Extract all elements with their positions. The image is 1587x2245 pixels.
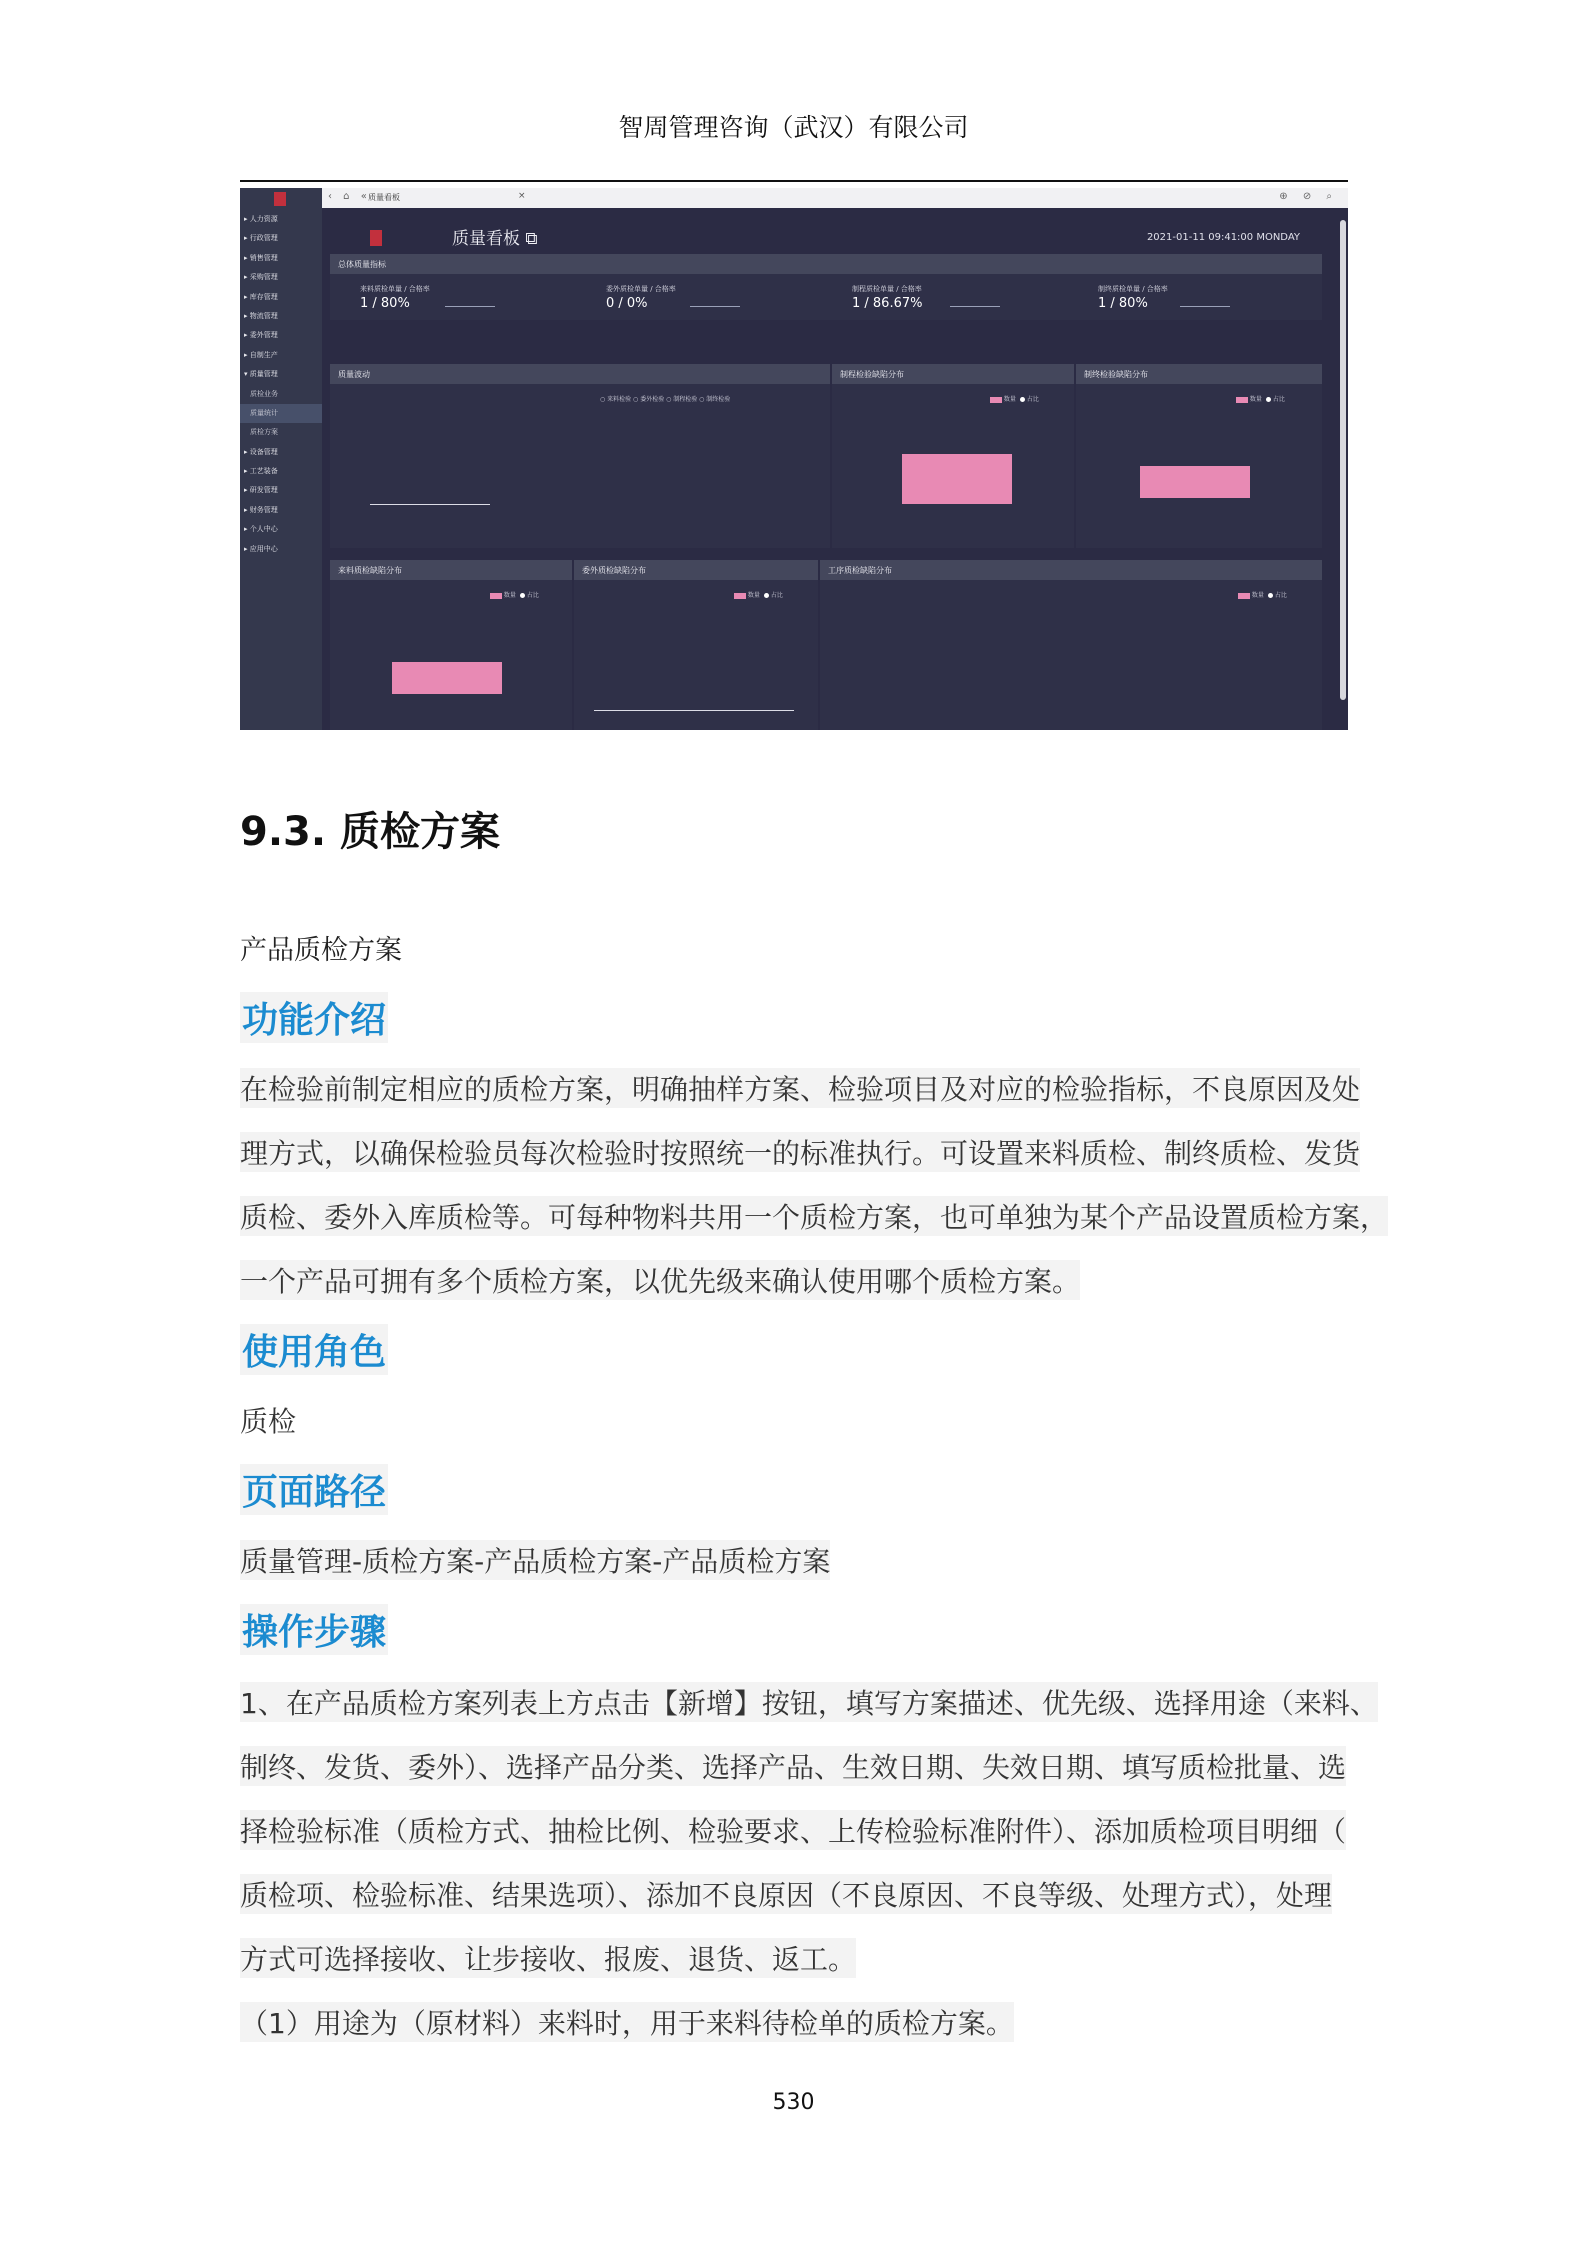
kpi-sparkline: [690, 306, 740, 307]
page-header-company: 智周管理咨询（武汉）有限公司: [618, 113, 969, 142]
sidebar-item[interactable]: ▾ 质量管理: [244, 370, 278, 379]
role-text: 质检: [240, 1405, 297, 1438]
section-title: 9.3. 质检方案: [240, 809, 500, 855]
func-line: 在检验前制定相应的质检方案，明确抽样方案、检验项目及对应的检验指标，不良原因及处: [240, 1068, 1360, 1108]
legend-rate: 占比: [526, 592, 539, 599]
legend-rate: 占比: [1274, 592, 1287, 599]
kpi-sparkline: [950, 306, 1000, 307]
kpi-label: 制终质检单量 / 合格率: [1098, 285, 1168, 293]
dashboard-logo: [370, 230, 382, 246]
nav-arrows-icon[interactable]: ‹ ⌂ «: [328, 191, 371, 202]
dashboard-datetime: 2021-01-11 09:41:00 MONDAY: [1146, 232, 1300, 243]
sidebar-item[interactable]: 质量统计: [240, 404, 322, 423]
heading-steps: 操作步骤: [240, 1604, 388, 1655]
steps-line: 方式可选择接收、让步接收、报废、退货、返工。: [240, 1938, 856, 1978]
scrollbar[interactable]: [1340, 220, 1346, 700]
func-line: 一个产品可拥有多个质检方案，以优先级来确认使用哪个质检方案。: [240, 1260, 1080, 1300]
legend-rate: 占比: [1272, 396, 1285, 403]
incoming-bar: [392, 662, 502, 694]
dashboard-screenshot: [240, 188, 1348, 730]
sidebar-item[interactable]: ▸ 库存管理: [244, 292, 278, 301]
steps-line: 制终、发货、委外）、选择产品分类、选择产品、生效日期、失效日期、填写质检批量、选: [240, 1746, 1346, 1786]
steps-line: 择检验标准（质检方式、抽检比例、检验要求、上传检验标准附件）、添加质检项目明细（: [240, 1810, 1346, 1850]
sidebar-item[interactable]: ▸ 委外管理: [244, 331, 278, 340]
outsource-panel: [574, 560, 818, 730]
outsource-axis: [594, 710, 794, 711]
final-bar: [1140, 466, 1250, 498]
final-panel-title: 制终检验缺陷分布: [1084, 370, 1148, 379]
heading-function-intro: 功能介绍: [240, 992, 388, 1043]
process-panel-title: 制程检验缺陷分布: [840, 370, 904, 379]
func-line: 质检、委外入库质检等。可每种物料共用一个质检方案，也可单独为某个产品设置质检方案，: [240, 1196, 1388, 1236]
outsource-panel-title: 委外质检缺陷分布: [582, 566, 646, 575]
tab-bar: [322, 188, 1348, 208]
legend-count: 数量: [1251, 592, 1264, 599]
sidebar: [240, 188, 322, 730]
legend-swatch: [734, 593, 746, 599]
process-panel: [832, 364, 1074, 548]
incoming-panel-title: 来料质检缺陷分布: [338, 566, 402, 575]
kpi-panel: [330, 254, 1322, 320]
sidebar-item[interactable]: ▸ 行政管理: [244, 234, 278, 243]
legend-dot: [1268, 593, 1273, 598]
workorder-panel-title: 工序质检缺陷分布: [828, 566, 892, 575]
page-number: 530: [772, 2090, 815, 2115]
sidebar-item[interactable]: ▸ 物流管理: [244, 311, 278, 320]
steps-line: 1、在产品质检方案列表上方点击【新增】按钮，填写方案描述、优先级、选择用途（来料、: [240, 1682, 1378, 1722]
header-rule: [240, 180, 1348, 182]
sidebar-nav: [240, 210, 322, 559]
kpi-label: 委外质检单量 / 合格率: [606, 285, 676, 293]
sidebar-item[interactable]: ▸ 研发管理: [244, 486, 278, 495]
path-text: 质量管理-质检方案-产品质检方案-产品质检方案: [240, 1540, 830, 1580]
workorder-panel: [820, 560, 1322, 730]
steps-line: （1）用途为（原材料）来料时，用于来料待检单的质检方案。: [240, 2002, 1014, 2042]
sidebar-item[interactable]: ▸ 个人中心: [244, 525, 278, 534]
sidebar-item[interactable]: ▸ 工艺装备: [244, 467, 278, 476]
section-subtitle: 产品质检方案: [240, 935, 402, 966]
kpi-value: 0 / 0%: [606, 296, 648, 311]
legend-dot: [520, 593, 525, 598]
tab-quality-board[interactable]: 质量看板: [368, 193, 400, 202]
trend-panel-title: 质量波动: [338, 370, 370, 379]
process-legend: [990, 394, 1039, 403]
kpi-panel-title: 总体质量指标: [338, 260, 386, 269]
heading-path: 页面路径: [240, 1464, 388, 1515]
legend-count: 数量: [747, 592, 760, 599]
dashboard-title: 质量看板 ⧉: [452, 229, 538, 249]
legend-count: 数量: [503, 592, 516, 599]
trend-line: [370, 504, 490, 505]
sidebar-item[interactable]: ▸ 财务管理: [244, 505, 278, 514]
sidebar-item[interactable]: ▸ 采购管理: [244, 273, 278, 282]
outsource-legend: [734, 590, 783, 599]
incoming-legend: [490, 590, 539, 599]
func-line: 理方式，以确保检验员每次检验时按照统一的标准执行。可设置来料质检、制终质检、发货: [240, 1132, 1360, 1172]
legend-swatch: [1238, 593, 1250, 599]
legend-swatch: [1236, 397, 1248, 403]
legend-swatch: [990, 397, 1002, 403]
workorder-legend: [1238, 590, 1287, 599]
app-logo: [274, 192, 286, 206]
legend-dot: [764, 593, 769, 598]
trend-panel: [330, 364, 830, 548]
sidebar-item[interactable]: ▸ 销售管理: [244, 253, 278, 262]
sidebar-item[interactable]: ▸ 应用中心: [244, 544, 278, 553]
kpi-sparkline: [445, 306, 495, 307]
heading-role: 使用角色: [240, 1324, 388, 1375]
kpi-value: 1 / 80%: [360, 296, 410, 311]
legend-rate: 占比: [770, 592, 783, 599]
legend-count: 数量: [1249, 396, 1262, 403]
legend-swatch: [490, 593, 502, 599]
final-legend: [1236, 394, 1285, 403]
process-bar: [902, 454, 1012, 504]
kpi-sparkline: [1180, 306, 1230, 307]
legend-rate: 占比: [1026, 396, 1039, 403]
sidebar-item[interactable]: 质检方案: [250, 428, 278, 437]
kpi-label: 来料质检单量 / 合格率: [360, 285, 430, 293]
final-panel: [1076, 364, 1322, 548]
dashboard-main: [322, 208, 1332, 730]
trend-legend: ○ 来料检验 ○ 委外检验 ○ 制程检验 ○ 制终检验: [600, 396, 731, 403]
sidebar-item[interactable]: ▸ 人力资源: [244, 215, 278, 223]
legend-count: 数量: [1003, 396, 1016, 403]
legend-dot: [1266, 397, 1271, 402]
sidebar-item[interactable]: 质检业务: [250, 389, 278, 398]
kpi-value: 1 / 86.67%: [852, 296, 923, 311]
steps-line: 质检项、检验标准、结果选项）、添加不良原因（不良原因、不良等级、处理方式），处理: [240, 1874, 1332, 1914]
kpi-value: 1 / 80%: [1098, 296, 1148, 311]
toolbar-icons[interactable]: ⊕ ⊘ ⌕: [1279, 191, 1338, 202]
sidebar-item[interactable]: ▸ 自制生产: [244, 350, 278, 359]
legend-dot: [1020, 397, 1025, 402]
kpi-label: 制程质检单量 / 合格率: [852, 285, 922, 293]
sidebar-item[interactable]: ▸ 设备管理: [244, 447, 278, 456]
incoming-panel: [330, 560, 572, 730]
tab-close-icon[interactable]: ×: [518, 191, 526, 201]
